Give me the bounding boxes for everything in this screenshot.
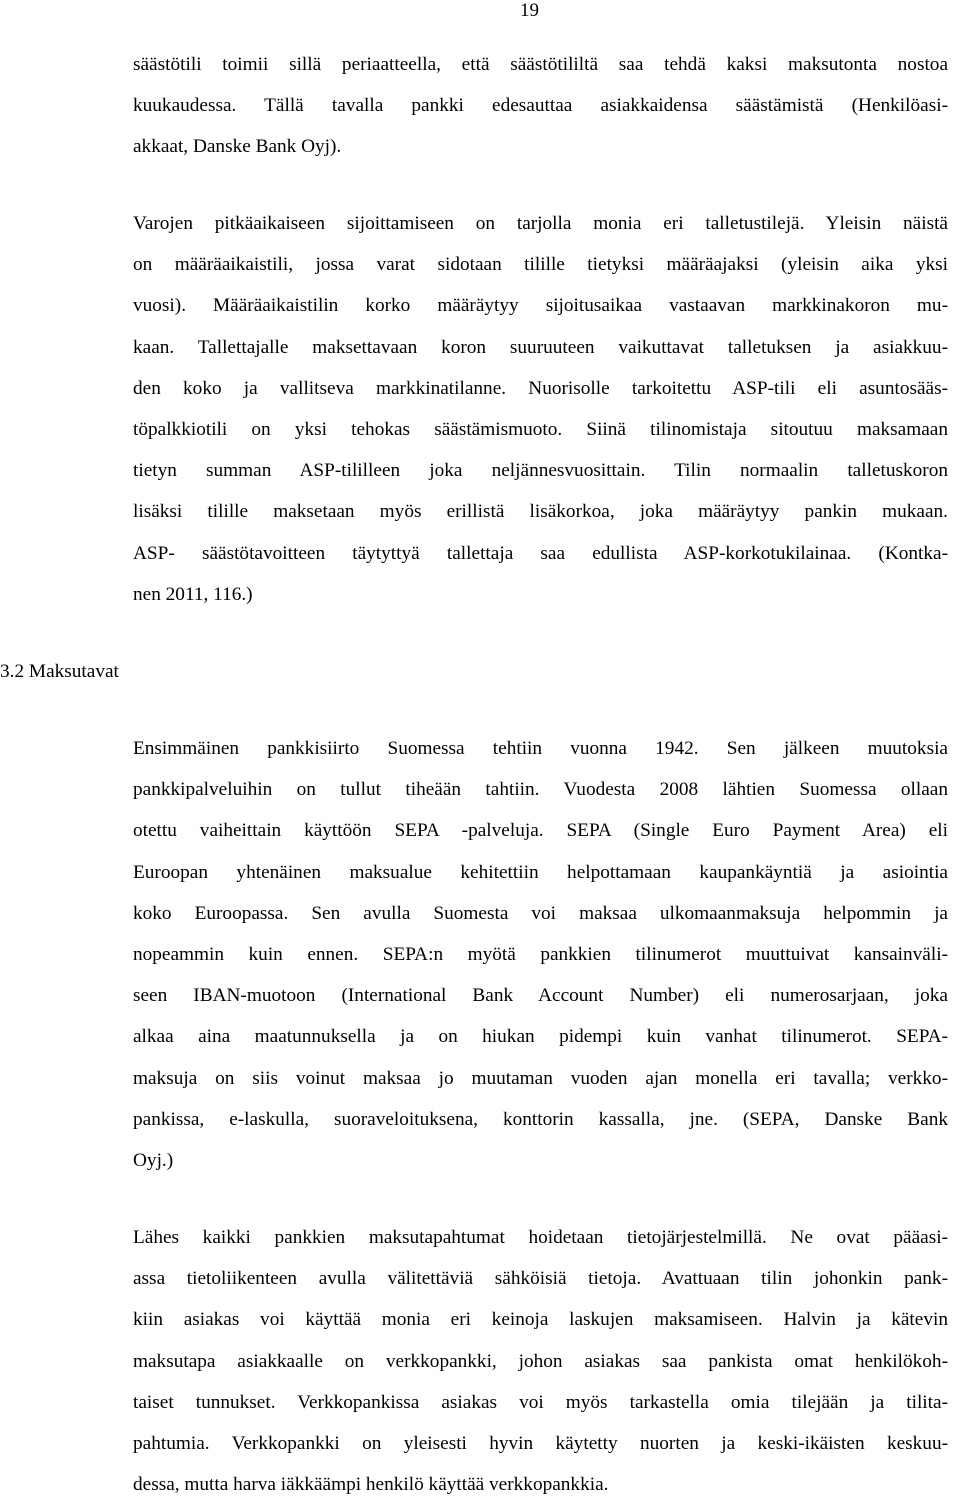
- text-line: den koko ja vallitseva markkinatilanne. Nuorisolle tarkoitettu ASP-tili eli asuntosääs-: [133, 377, 948, 399]
- text-line: dessa, mutta harva iäkkäämpi henkilö käyttää verkkopankkia.: [133, 1474, 609, 1496]
- text-line: nen 2011, 116.): [133, 583, 253, 605]
- text-line: kaan. Tallettajalle maksettavaan koron suuruuteen vaikuttavat talletuksen ja asiakkuu-: [133, 336, 948, 358]
- text-line: assa tietoliikenteen avulla välitettäviä sähköisiä tietoja. Avattuaan tilin johonkin pank-: [133, 1268, 948, 1290]
- text-line: on määräaikaistili, jossa varat sidotaan tilille tietyksi määräajaksi (yleisin aika yksi: [133, 254, 948, 276]
- paragraph-online-banking: [133, 1217, 948, 1505]
- text-line: pahtumia. Verkkopankki on yleisesti hyvin käytetty nuorten ja keski-ikäisten keskuu-: [133, 1433, 948, 1455]
- text-line: otettu vaiheittain käyttöön SEPA -palveluja. SEPA (Single Euro Payment Area) eli: [133, 820, 948, 842]
- text-line: vuosi). Määräaikaistilin korko määräytyy sijoitusaikaa vastaavan markkinakoron mu-: [133, 295, 948, 317]
- text-line: Euroopan yhtenäinen maksualue kehitettiin helpottamaan kaupankäyntiä ja asiointia: [133, 861, 948, 883]
- text-line: Lähes kaikki pankkien maksutapahtumat hoidetaan tietojärjestelmillä. Ne ovat pääasi-: [133, 1227, 948, 1248]
- text-line: ASP- säästötavoitteen täytyttyä tallettaja saa edullista ASP-korkotukilainaa. (Kontka-: [133, 542, 948, 564]
- text-line: koko Euroopassa. Sen avulla Suomesta voi maksaa ulkomaanmaksuja helpommin ja: [133, 902, 948, 924]
- text-line: Ensimmäinen pankkisiirto Suomessa tehtiin vuonna 1942. Sen jälkeen muutoksia: [133, 738, 948, 759]
- page-number: 19: [520, 0, 539, 21]
- paragraph-payment-methods: [133, 728, 948, 1181]
- text-line: Oyj.): [133, 1150, 174, 1172]
- text-line: kuukaudessa. Tällä tavalla pankki edesauttaa asiakkaidensa säästämistä (Henkilöasi-: [133, 95, 948, 117]
- text-line: maksutapa asiakkaalle on verkkopankki, johon asiakas saa pankista omat henkilökoh-: [133, 1350, 948, 1372]
- text-line: pankkipalveluihin on tullut tiheään tahtiin. Vuodesta 2008 lähtien Suomessa ollaan: [133, 779, 948, 801]
- text-line: seen IBAN-muotoon (International Bank Account Number) eli numerosarjaan, joka: [133, 985, 948, 1007]
- text-line: alkaa aina maatunnuksella ja on hiukan pidempi kuin vanhat tilinumerot. SEPA-: [133, 1026, 948, 1048]
- section-heading: 3.2 Maksutavat: [0, 661, 119, 682]
- paragraph-savings-account: [133, 44, 948, 168]
- text-line: kiin asiakas voi käyttää monia eri keinoja laskujen maksamiseen. Halvin ja kätevin: [133, 1309, 948, 1331]
- text-line: akkaat, Danske Bank Oyj).: [133, 136, 342, 158]
- text-line: säästötili toimii sillä periaatteella, että säästötililtä saa tehdä kaksi maksutonta nostoa: [133, 54, 948, 75]
- text-line: nopeammin kuin ennen. SEPA:n myötä pankkien tilinumerot muuttuivat kansainväli-: [133, 944, 948, 966]
- text-line: tietyn summan ASP-tililleen joka neljännesvuosittain. Tilin normaalin talletuskoron: [133, 460, 948, 482]
- text-line: töpalkkiotili on yksi tehokas säästämismuoto. Siinä tilinomistaja sitoutuu maksamaan: [133, 419, 948, 441]
- text-line: pankissa, e-laskulla, suoraveloituksena, konttorin kassalla, jne. (SEPA, Danske Bank: [133, 1108, 948, 1130]
- text-line: lisäksi tilille maksetaan myös erillistä lisäkorkoa, joka määräytyy pankin mukaan.: [133, 501, 948, 523]
- paragraph-long-term-deposits: [133, 203, 948, 615]
- text-line: Varojen pitkäaikaiseen sijoittamiseen on tarjolla monia eri talletustilejä. Yleisin näistä: [133, 213, 948, 234]
- text-line: taiset tunnukset. Verkkopankissa asiakas voi myös tarkastella omia tilejään ja tilita-: [133, 1391, 948, 1413]
- text-line: maksuja on siis voinut maksaa jo muutaman vuoden ajan monella eri tavalla; verkko-: [133, 1067, 948, 1089]
